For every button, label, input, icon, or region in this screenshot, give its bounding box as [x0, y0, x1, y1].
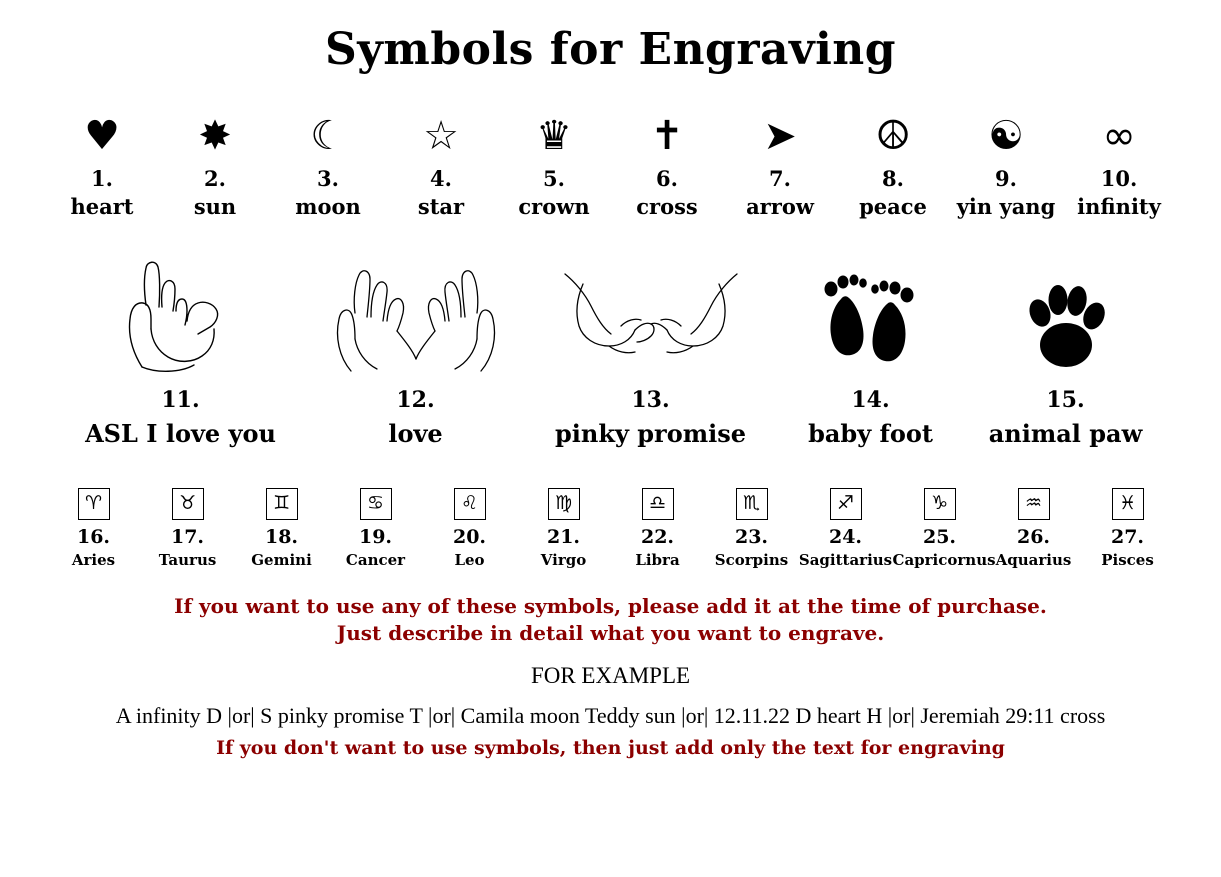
example-heading: FOR EXAMPLE	[530, 663, 691, 688]
symbol-label: arrow	[746, 194, 814, 219]
yin-yang-icon: ☯	[988, 113, 1024, 159]
symbol-label: Scorpins	[714, 551, 789, 569]
symbol-item-baby-foot	[776, 253, 966, 448]
symbol-label: Libra	[635, 551, 680, 569]
symbol-label: crown	[518, 194, 590, 219]
symbol-label: love	[388, 419, 443, 448]
symbol-number: 14.	[851, 387, 890, 413]
example-text: A infinity D |or| S pinky promise T |or| Camila moon Teddy sun |or| 12.11.22 D heart H |or| Jeremiah 29:11 cross	[115, 703, 1106, 728]
aquarius-icon: ♒	[1018, 488, 1050, 520]
cross-icon: ✝	[650, 113, 684, 159]
symbol-number: 20.	[452, 526, 487, 548]
symbol-item-cross	[611, 108, 724, 219]
symbol-item-cancer	[329, 488, 423, 569]
peace-icon: ☮	[875, 113, 911, 159]
symbol-item-peace	[837, 108, 950, 219]
virgo-icon: ♍	[548, 488, 580, 520]
scorpio-icon: ♏	[736, 488, 768, 520]
symbol-item-animal-paw	[966, 253, 1166, 448]
symbol-row-hands	[0, 253, 1221, 448]
symbol-item-taurus	[141, 488, 235, 569]
instruction-line-2: Just describe in detail what you want to engrave.	[336, 621, 885, 645]
symbol-number: 21.	[546, 526, 581, 548]
symbol-number: 7.	[769, 166, 791, 191]
symbol-item-heart	[46, 108, 159, 219]
gemini-icon: ♊	[266, 488, 298, 520]
arrow-icon: ➤	[763, 113, 797, 159]
symbol-number: 24.	[828, 526, 863, 548]
symbol-label: pinky promise	[554, 419, 746, 448]
sagittarius-icon: ♐	[830, 488, 862, 520]
symbol-item-scorpio	[705, 488, 799, 569]
symbol-item-aquarius	[987, 488, 1081, 569]
symbol-item-yin-yang	[950, 108, 1063, 219]
symbol-label: baby foot	[808, 419, 933, 448]
symbol-label: yin yang	[956, 194, 1056, 219]
capricorn-icon: ♑	[924, 488, 956, 520]
symbol-label: Virgo	[540, 551, 587, 569]
symbol-number: 8.	[882, 166, 904, 191]
symbol-item-love	[306, 253, 526, 448]
symbol-item-arrow	[724, 108, 837, 219]
symbol-number: 16.	[76, 526, 111, 548]
taurus-icon: ♉	[172, 488, 204, 520]
symbol-item-asl-i-love-you	[56, 253, 306, 448]
sun-icon: ✸	[198, 113, 232, 159]
symbol-number: 9.	[995, 166, 1017, 191]
symbol-label: sun	[193, 194, 237, 219]
symbol-label: Pisces	[1101, 551, 1154, 569]
symbol-number: 13.	[631, 387, 670, 413]
symbol-number: 11.	[161, 387, 200, 413]
symbol-label: Sagittarius	[798, 551, 893, 569]
symbol-number: 1.	[91, 166, 113, 191]
symbol-label: Cancer	[345, 551, 406, 569]
baby-footprints-icon	[776, 253, 966, 373]
symbol-label: star	[417, 194, 465, 219]
symbol-label: Capricornus	[892, 551, 996, 569]
aries-icon: ♈	[78, 488, 110, 520]
symbol-label: Leo	[454, 551, 485, 569]
symbol-number: 5.	[543, 166, 565, 191]
symbol-number: 15.	[1046, 387, 1085, 413]
symbol-label: cross	[636, 194, 698, 219]
symbol-number: 3.	[317, 166, 339, 191]
symbol-number: 26.	[1016, 526, 1051, 548]
symbol-item-pinky-promise	[526, 253, 776, 448]
page-title: Symbols for Engraving	[324, 24, 897, 75]
symbol-row-zodiac	[0, 488, 1221, 569]
symbol-item-sun	[159, 108, 272, 219]
symbol-number: 2.	[204, 166, 226, 191]
symbol-item-libra	[611, 488, 705, 569]
symbol-item-virgo	[517, 488, 611, 569]
symbol-item-crown	[498, 108, 611, 219]
symbol-label: animal paw	[988, 419, 1143, 448]
symbol-item-moon	[272, 108, 385, 219]
symbol-number: 27.	[1110, 526, 1145, 548]
leo-icon: ♌	[454, 488, 486, 520]
symbol-item-star	[385, 108, 498, 219]
infinity-icon: ∞	[1102, 113, 1136, 159]
pinky-promise-icon	[526, 253, 776, 373]
hands-heart-icon	[306, 253, 526, 373]
symbol-number: 25.	[922, 526, 957, 548]
symbol-item-aries	[47, 488, 141, 569]
symbol-number: 23.	[734, 526, 769, 548]
no-symbol-note: If you don't want to use symbols, then just add only the text for engraving	[216, 737, 1005, 759]
symbol-item-sagittarius	[799, 488, 893, 569]
symbol-number: 17.	[170, 526, 205, 548]
symbol-label: Aquarius	[995, 551, 1072, 569]
symbol-item-infinity	[1063, 108, 1176, 219]
symbol-label: infinity	[1077, 194, 1161, 219]
symbol-label: Aries	[71, 551, 116, 569]
pisces-icon: ♓	[1112, 488, 1144, 520]
symbol-label: Taurus	[158, 551, 217, 569]
symbol-label: heart	[70, 194, 134, 219]
symbol-item-gemini	[235, 488, 329, 569]
moon-icon: ☾	[310, 113, 346, 159]
engraving-symbols-page	[0, 24, 1221, 877]
animal-paw-icon	[966, 253, 1166, 373]
star-icon: ☆	[423, 113, 459, 159]
instruction-line-1: If you want to use any of these symbols, please add it at the time of purchase.	[174, 594, 1047, 618]
symbol-label: ASL I love you	[85, 419, 276, 448]
heart-icon: ♥	[84, 113, 120, 159]
symbol-number: 10.	[1100, 166, 1138, 191]
symbol-number: 22.	[640, 526, 675, 548]
symbol-item-leo	[423, 488, 517, 569]
symbol-label: moon	[295, 194, 361, 219]
symbol-label: peace	[859, 194, 927, 219]
crown-icon: ♛	[536, 113, 572, 159]
asl-i-love-you-icon	[56, 253, 306, 373]
symbol-number: 18.	[264, 526, 299, 548]
symbol-item-pisces	[1081, 488, 1175, 569]
symbol-label: Gemini	[251, 551, 312, 569]
symbol-item-capricorn	[892, 488, 996, 569]
symbol-number: 4.	[430, 166, 452, 191]
libra-icon: ♎	[642, 488, 674, 520]
cancer-icon: ♋	[360, 488, 392, 520]
symbol-row-basic	[0, 108, 1221, 219]
symbol-number: 12.	[396, 387, 435, 413]
symbol-number: 6.	[656, 166, 678, 191]
footer-notes	[0, 593, 1221, 759]
symbol-number: 19.	[358, 526, 393, 548]
